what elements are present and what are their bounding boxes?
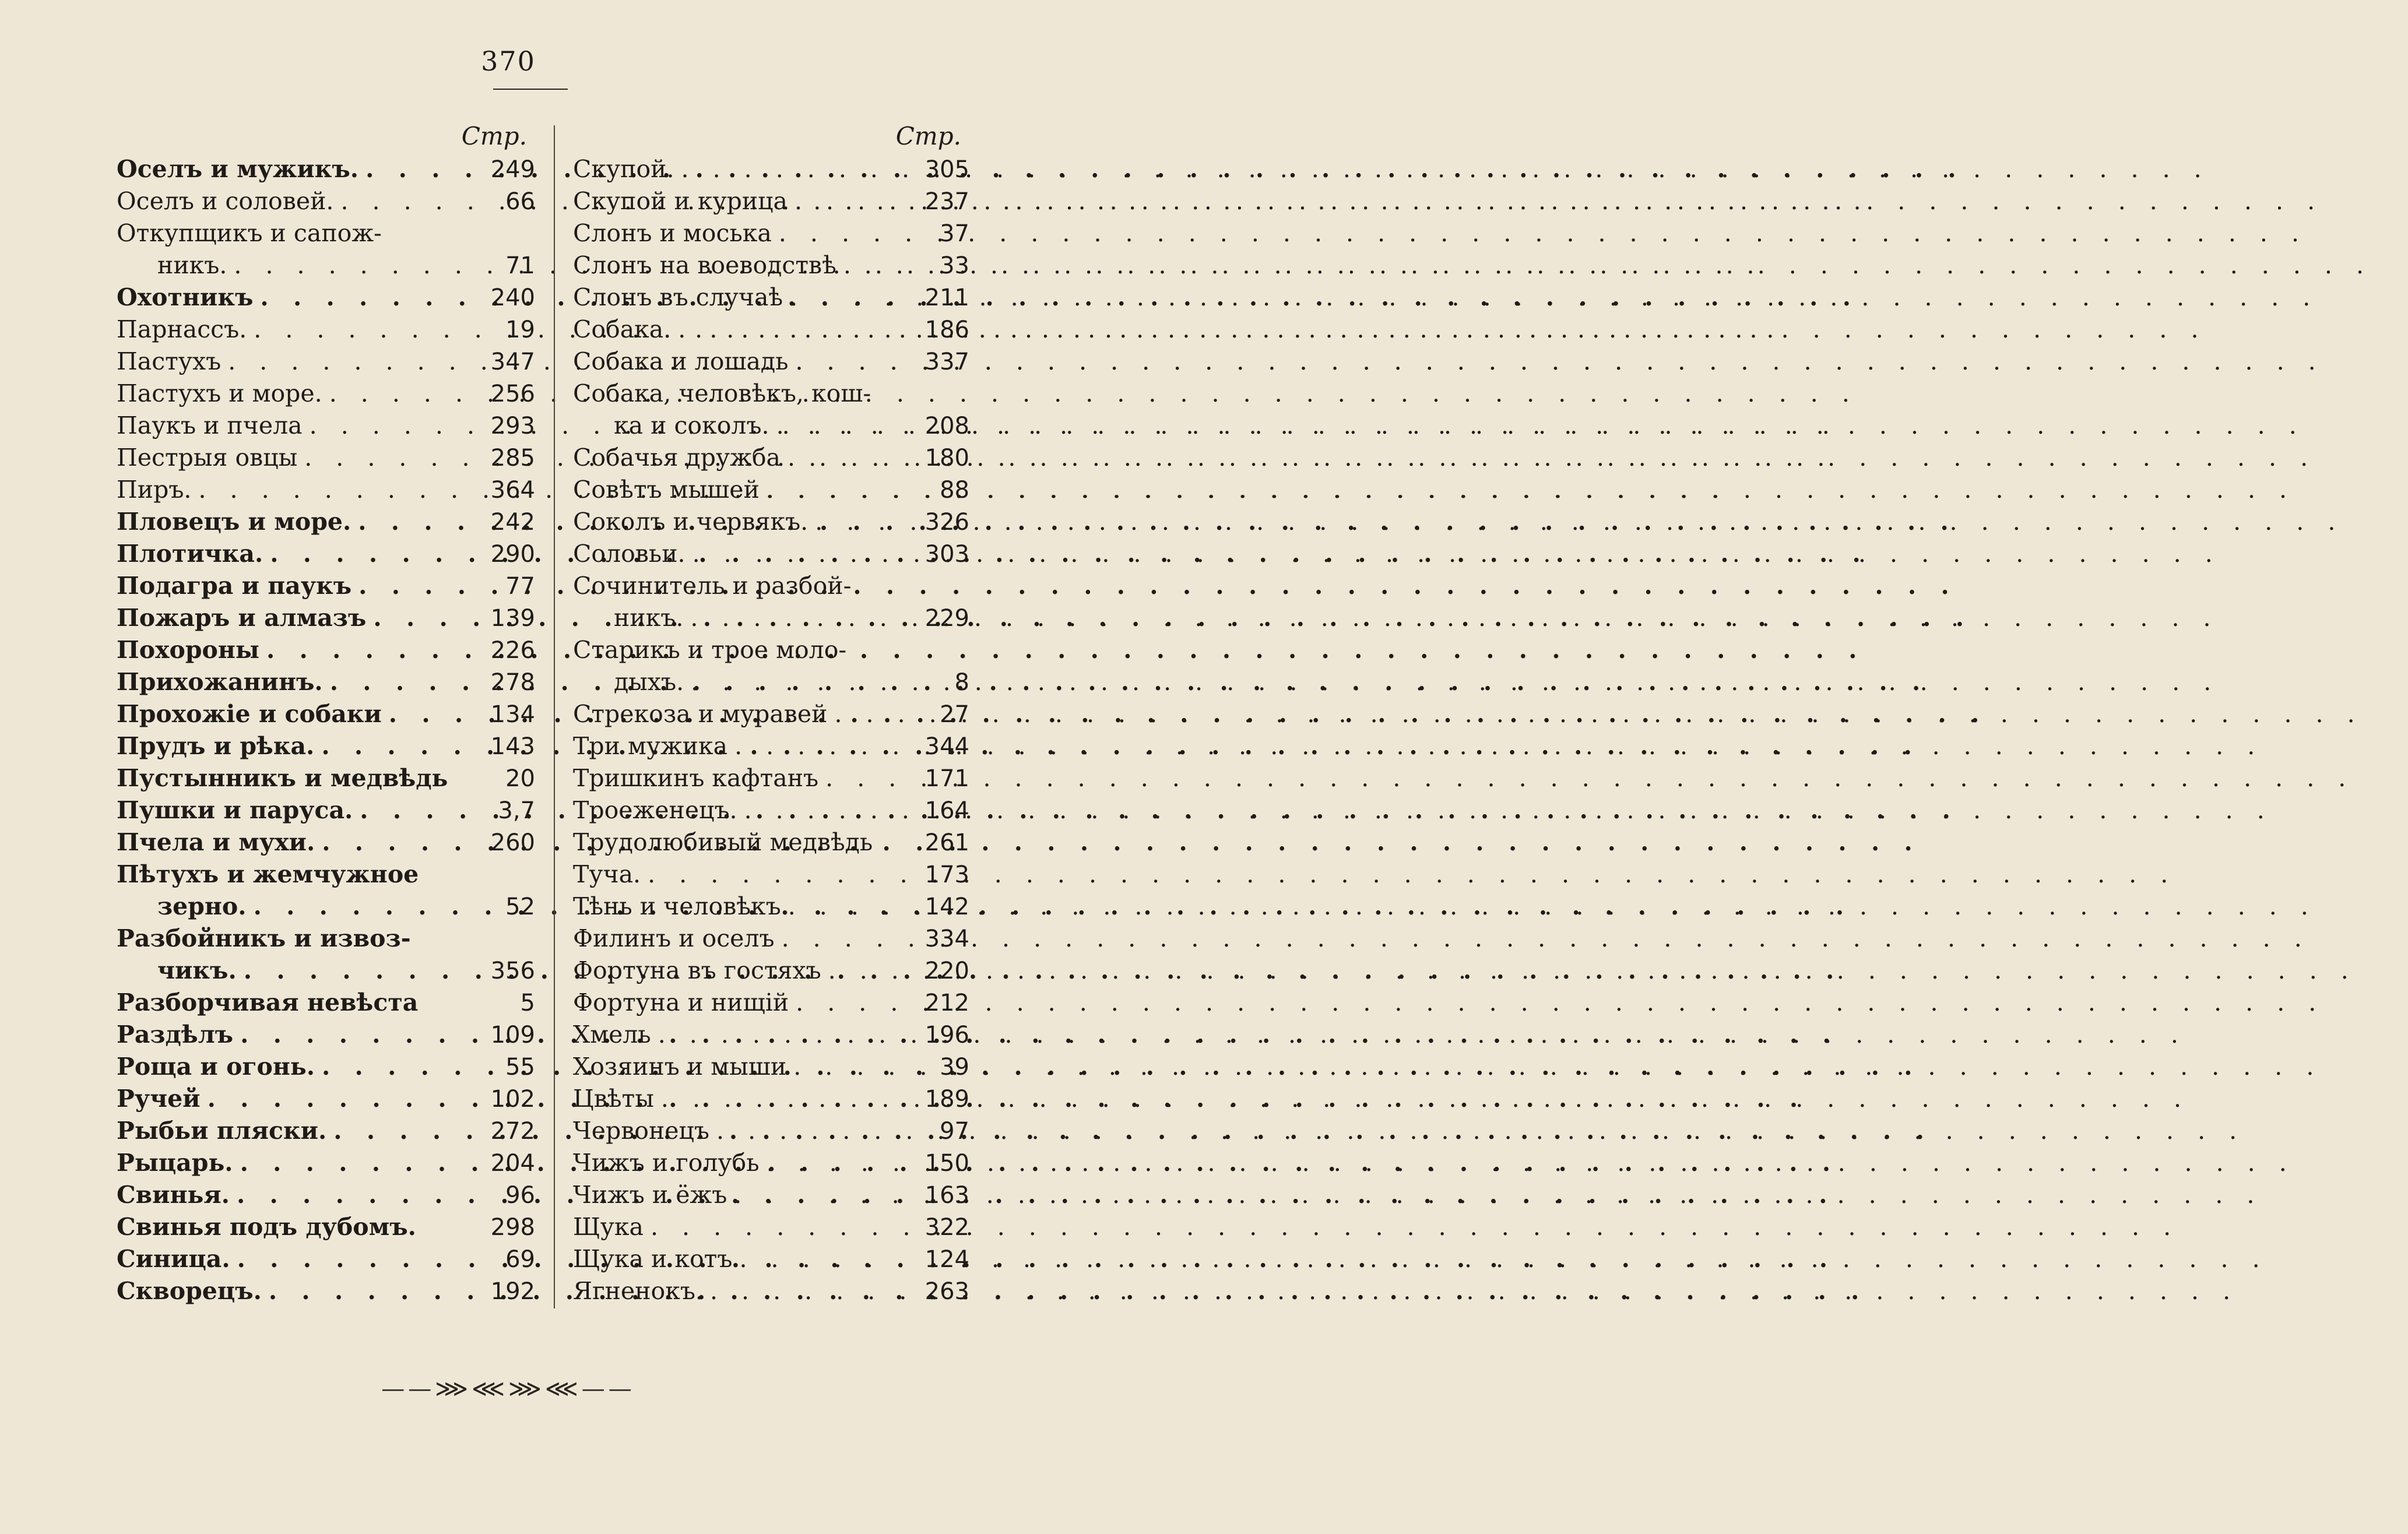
index-entry xyxy=(573,794,969,826)
entry-title: Филинъ и оселъ xyxy=(573,924,775,952)
entry-page-number: 27 xyxy=(940,701,969,728)
dot-leader xyxy=(690,602,898,634)
entry-page-number: 8 xyxy=(954,669,969,696)
dot-leader xyxy=(744,794,898,826)
dot-leader xyxy=(710,1275,898,1307)
left-entry-list xyxy=(117,153,535,1307)
index-entry xyxy=(117,1211,535,1243)
entry-page-number: 142 xyxy=(924,893,969,920)
dot-leader xyxy=(779,217,898,249)
dot-leader xyxy=(365,153,464,185)
entry-page-number: 77 xyxy=(505,573,535,600)
entry-title: никъ. xyxy=(157,251,227,279)
dot-leader xyxy=(692,538,898,570)
entry-page-number: 334 xyxy=(924,926,969,952)
index-entry xyxy=(573,923,969,955)
entry-title: Ягненокъ. xyxy=(573,1277,703,1305)
index-entry xyxy=(573,634,969,666)
index-entry xyxy=(573,249,969,282)
index-entry xyxy=(117,762,535,794)
entry-title: Щука xyxy=(573,1213,644,1241)
entry-title: Прудъ и рѣка. xyxy=(117,732,315,760)
entry-title: Синица. xyxy=(117,1245,230,1273)
index-entry xyxy=(117,217,535,249)
index-entry xyxy=(117,1147,535,1179)
entry-page-number: 212 xyxy=(924,990,969,1016)
entry-title: Слонъ на воеводствѣ xyxy=(573,251,836,279)
entry-title: Сочинитель и разбой- xyxy=(573,572,852,600)
dot-leader xyxy=(788,442,898,474)
index-entry xyxy=(117,185,535,217)
dot-leader xyxy=(716,1115,898,1147)
index-entry xyxy=(573,1211,969,1243)
index-entry xyxy=(573,826,969,859)
dot-leader xyxy=(658,1019,898,1051)
dot-leader xyxy=(270,538,464,570)
entry-page-number: 272 xyxy=(490,1118,535,1145)
index-entry xyxy=(573,955,969,987)
entry-title: Трудолюбивый медвѣдь xyxy=(573,828,873,856)
entry-page-number: 33 xyxy=(940,252,969,279)
dot-leader xyxy=(358,506,464,538)
dot-leader xyxy=(790,282,898,314)
entry-title: Совѣтъ мышей xyxy=(573,476,760,504)
entry-page-number: 229 xyxy=(924,605,969,632)
entry-title: Разбойникъ и извоз- xyxy=(117,924,411,952)
entry-page-number: 96 xyxy=(505,1182,535,1209)
entry-page-number: 220 xyxy=(924,958,969,984)
dot-leader xyxy=(208,1083,464,1115)
dot-leader xyxy=(815,506,898,538)
dot-leader xyxy=(389,698,464,730)
index-entry xyxy=(117,1115,535,1147)
left-column-header: Стр. xyxy=(461,122,527,150)
entry-page-number: 261 xyxy=(924,829,969,856)
index-entry xyxy=(117,859,535,891)
entry-title: Пушки и паруса. xyxy=(117,796,353,824)
right-column-header: Стр. xyxy=(895,122,961,150)
dot-leader xyxy=(651,1211,898,1243)
entry-title: Чижъ и голубь xyxy=(573,1149,760,1177)
dot-leader xyxy=(198,474,464,506)
entry-page-number: 303 xyxy=(924,541,969,568)
index-entry xyxy=(117,730,535,762)
entry-title: Щука и котъ xyxy=(573,1245,733,1273)
dot-leader xyxy=(796,987,898,1019)
index-entry xyxy=(573,891,969,923)
entry-title: Старикъ и трое моло- xyxy=(573,636,847,664)
index-entry xyxy=(117,153,535,185)
dot-leader xyxy=(330,666,464,698)
entry-page-number: 322 xyxy=(924,1214,969,1241)
dot-leader xyxy=(240,1019,464,1051)
index-entry xyxy=(117,538,535,570)
index-entry xyxy=(573,474,969,506)
entry-title: Фортуна и нищій xyxy=(573,988,789,1016)
dot-leader xyxy=(228,346,464,378)
entry-page-number: 240 xyxy=(490,284,535,311)
entry-title: Роща и огонь. xyxy=(117,1053,315,1081)
dot-leader xyxy=(254,891,464,923)
index-entry xyxy=(573,1179,969,1211)
dot-leader xyxy=(734,1179,898,1211)
entry-title: Скупой. xyxy=(573,155,674,183)
dot-leader xyxy=(661,1083,898,1115)
entry-title: Плотичка. xyxy=(117,540,263,568)
dot-leader xyxy=(237,1243,464,1275)
index-entry xyxy=(573,185,969,217)
index-entry xyxy=(573,666,969,698)
dot-leader xyxy=(266,634,464,666)
entry-title: Рыбьи пляски. xyxy=(117,1117,327,1145)
dot-leader xyxy=(373,602,464,634)
entry-title: Тѣнь и человѣкъ xyxy=(573,892,781,920)
dot-leader xyxy=(310,410,464,442)
entry-page-number: 39 xyxy=(940,1054,969,1081)
index-entry xyxy=(117,666,535,698)
index-entry xyxy=(573,1275,969,1307)
dot-leader xyxy=(329,378,464,410)
index-entry xyxy=(573,506,969,538)
index-entry xyxy=(573,1243,969,1275)
dot-leader xyxy=(681,153,899,185)
entry-page-number: 88 xyxy=(940,477,969,504)
column-divider xyxy=(554,125,555,1308)
entry-page-number: 196 xyxy=(924,1022,969,1049)
index-entry xyxy=(573,314,969,346)
entry-title: Слонъ въ случаѣ xyxy=(573,283,783,311)
entry-page-number: 55 xyxy=(505,1054,535,1081)
entry-title: Ручей xyxy=(117,1085,201,1113)
entry-title: Троеженецъ. xyxy=(573,796,737,824)
entry-title: Соколъ и червякъ. xyxy=(573,508,808,536)
entry-page-number: 344 xyxy=(924,733,969,760)
index-entry xyxy=(573,730,969,762)
dot-leader xyxy=(825,762,898,794)
entry-page-number: 189 xyxy=(924,1086,969,1113)
entry-title: ка и соколъ. xyxy=(614,411,769,439)
index-entry xyxy=(573,378,969,410)
dot-leader xyxy=(739,1243,898,1275)
dot-leader xyxy=(333,1115,464,1147)
index-entry xyxy=(573,1115,969,1147)
entry-page-number: 347 xyxy=(490,349,535,375)
index-entry xyxy=(117,314,535,346)
dot-leader xyxy=(678,314,898,346)
header-rule xyxy=(493,89,568,90)
entry-title: Раздѣлъ xyxy=(117,1021,234,1049)
entry-page-number: 164 xyxy=(924,797,969,824)
index-entry xyxy=(117,346,535,378)
entry-page-number: 19 xyxy=(505,316,535,343)
entry-title: Пустынникъ и медвѣдь xyxy=(117,764,448,792)
index-entry xyxy=(117,570,535,602)
entry-page-number: 66 xyxy=(505,188,535,215)
entry-page-number: 242 xyxy=(490,509,535,536)
dot-leader xyxy=(360,794,464,826)
dot-leader xyxy=(734,730,898,762)
index-entry xyxy=(573,859,969,891)
entry-page-number: 20 xyxy=(505,765,535,792)
entry-title: Разборчивая невѣста xyxy=(117,988,419,1016)
ornament-divider: ——⋙⋘⋙⋘—— xyxy=(381,1375,635,1402)
entry-page-number: 186 xyxy=(924,316,969,343)
entry-page-number: 97 xyxy=(940,1118,969,1145)
entry-title: Пловецъ и море. xyxy=(117,508,351,536)
entry-page-number: 337 xyxy=(924,349,969,375)
index-entry xyxy=(117,378,535,410)
entry-title: Слонъ и моська xyxy=(573,219,772,247)
index-entry xyxy=(573,1019,969,1051)
dot-leader xyxy=(788,891,898,923)
index-entry xyxy=(117,698,535,730)
entry-title: Собачья дружба xyxy=(573,444,781,472)
index-entry xyxy=(117,474,535,506)
entry-page-number: 124 xyxy=(924,1246,969,1273)
index-entry xyxy=(573,1051,969,1083)
index-entry xyxy=(117,1051,535,1083)
entry-page-number: 256 xyxy=(490,381,535,407)
entry-title: Собака. xyxy=(573,315,672,343)
entry-page-number: 237 xyxy=(924,188,969,215)
entry-page-number: 109 xyxy=(490,1022,535,1049)
dot-leader xyxy=(834,698,898,730)
dot-leader xyxy=(244,955,464,987)
dot-leader xyxy=(782,923,898,955)
dot-leader xyxy=(648,859,898,891)
entry-title: никъ. xyxy=(614,604,684,632)
entry-title: Скворецъ. xyxy=(117,1277,262,1305)
entry-title: Рыцарь. xyxy=(117,1149,233,1177)
entry-page-number: 150 xyxy=(924,1150,969,1177)
entry-page-number: 3,7 xyxy=(498,797,535,824)
entry-page-number: 192 xyxy=(490,1278,535,1305)
entry-title: Паукъ и пчела xyxy=(117,411,303,439)
dot-leader xyxy=(358,570,464,602)
entry-title: Похороны xyxy=(117,636,259,664)
entry-page-number: 143 xyxy=(490,733,535,760)
entry-page-number: 226 xyxy=(490,637,535,664)
entry-title: Пчела и мухи. xyxy=(117,828,315,856)
entry-title: Тришкинъ кафтанъ xyxy=(573,764,819,792)
dot-leader xyxy=(767,474,898,506)
entry-title: чикъ. xyxy=(157,956,237,984)
entry-page-number: 263 xyxy=(924,1278,969,1305)
entry-page-number: 278 xyxy=(490,669,535,696)
index-entry xyxy=(573,410,969,442)
entry-page-number: 204 xyxy=(490,1150,535,1177)
index-entry xyxy=(117,506,535,538)
index-entry xyxy=(573,1147,969,1179)
entry-title: Скупой и курица xyxy=(573,187,788,215)
index-entry xyxy=(117,634,535,666)
index-entry xyxy=(117,1083,535,1115)
index-entry xyxy=(117,282,535,314)
entry-title: Хозяинъ и мыши xyxy=(573,1053,787,1081)
dot-leader xyxy=(254,314,464,346)
index-entry xyxy=(117,794,535,826)
index-entry xyxy=(117,891,535,923)
right-entry-list xyxy=(573,153,969,1307)
entry-page-number: 293 xyxy=(490,413,535,439)
entry-page-number: 249 xyxy=(490,156,535,183)
dot-leader xyxy=(691,666,898,698)
index-entry xyxy=(117,442,535,474)
entry-title: Соловьи. xyxy=(573,540,686,568)
dot-leader xyxy=(767,1147,898,1179)
entry-title: Три мужика xyxy=(573,732,728,760)
index-entry xyxy=(573,1083,969,1115)
index-entry xyxy=(573,987,969,1019)
index-entry xyxy=(117,602,535,634)
entry-page-number: 139 xyxy=(490,605,535,632)
entry-page-number: 285 xyxy=(490,445,535,472)
dot-leader xyxy=(240,1147,464,1179)
entry-page-number: 260 xyxy=(490,829,535,856)
entry-page-number: 134 xyxy=(490,701,535,728)
right-index-column xyxy=(573,119,969,1307)
index-entry xyxy=(117,249,535,282)
index-entry xyxy=(573,153,969,185)
index-entry xyxy=(573,602,969,634)
entry-page-number: 171 xyxy=(924,765,969,792)
index-entry xyxy=(117,923,535,955)
dot-leader xyxy=(304,442,464,474)
entry-page-number: 326 xyxy=(924,509,969,536)
entry-page-number: 69 xyxy=(505,1246,535,1273)
entry-title: дыхъ. xyxy=(614,668,684,696)
book-page xyxy=(0,0,1017,1534)
dot-leader xyxy=(322,826,464,859)
index-entry xyxy=(573,442,969,474)
entry-title: Стрекоза и муравей xyxy=(573,700,828,728)
entry-title: Пестрыя овцы xyxy=(117,444,298,472)
entry-title: Пиръ. xyxy=(117,476,192,504)
entry-title: Охотникъ xyxy=(117,283,254,311)
index-entry xyxy=(117,826,535,859)
index-entry xyxy=(117,1179,535,1211)
entry-page-number: 163 xyxy=(924,1182,969,1209)
entry-page-number: 211 xyxy=(924,284,969,311)
entry-title: Червонецъ xyxy=(573,1117,710,1145)
dot-leader xyxy=(237,1179,464,1211)
entry-page-number: 5 xyxy=(520,990,535,1016)
index-entry xyxy=(117,955,535,987)
dot-leader xyxy=(793,1051,898,1083)
entry-title: Туча. xyxy=(573,860,641,888)
entry-page-number: 102 xyxy=(490,1086,535,1113)
index-entry xyxy=(117,987,535,1019)
entry-title: Хмель xyxy=(573,1021,651,1049)
index-entry xyxy=(573,762,969,794)
entry-title: Парнассъ. xyxy=(117,315,247,343)
left-index-column xyxy=(117,119,535,1307)
index-entry xyxy=(573,346,969,378)
index-entry xyxy=(573,570,969,602)
entry-page-number: 298 xyxy=(490,1214,535,1241)
page-number: 370 xyxy=(481,45,536,77)
entry-page-number: 37 xyxy=(940,220,969,247)
dot-leader xyxy=(795,185,898,217)
entry-title: Оселъ и мужикъ. xyxy=(117,155,359,183)
entry-page-number: 208 xyxy=(924,413,969,439)
dot-leader xyxy=(843,249,898,282)
entry-title: зерно. xyxy=(157,892,247,920)
index-entry xyxy=(117,1243,535,1275)
entry-title: Пастухъ и море. xyxy=(117,379,322,407)
dot-leader xyxy=(322,1051,464,1083)
index-entry xyxy=(117,410,535,442)
dot-leader xyxy=(234,249,464,282)
entry-title: Прихожанинъ. xyxy=(117,668,323,696)
dot-leader xyxy=(340,185,464,217)
entry-title: Пастухъ xyxy=(117,347,222,375)
index-entry xyxy=(117,1275,535,1307)
index-entry xyxy=(573,538,969,570)
entry-page-number: 364 xyxy=(490,477,535,504)
dot-leader xyxy=(321,730,464,762)
index-entry xyxy=(573,282,969,314)
entry-page-number: 356 xyxy=(490,958,535,984)
index-entry xyxy=(573,217,969,249)
entry-page-number: 173 xyxy=(924,861,969,888)
entry-title: Свинья подъ дубомъ. xyxy=(117,1213,416,1241)
dot-leader xyxy=(776,410,898,442)
dot-leader xyxy=(828,955,898,987)
entry-page-number: 71 xyxy=(505,252,535,279)
entry-title: Цвѣты xyxy=(573,1085,654,1113)
entry-title: Свинья. xyxy=(117,1181,230,1209)
index-entry xyxy=(117,1019,535,1051)
entry-title: Подагра и паукъ xyxy=(117,572,352,600)
dot-leader xyxy=(260,282,464,314)
entry-page-number: 52 xyxy=(505,893,535,920)
dot-leader xyxy=(796,346,898,378)
dot-leader xyxy=(269,1275,464,1307)
entry-page-number: 305 xyxy=(924,156,969,183)
entry-page-number: 290 xyxy=(490,541,535,568)
entry-title: Прохожіе и собаки xyxy=(117,700,382,728)
entry-title: Оселъ и соловей. xyxy=(117,187,334,215)
entry-title: Пѣтухъ и жемчужное xyxy=(117,860,419,888)
entry-title: Откупщикъ и сапож- xyxy=(117,219,382,247)
index-entry xyxy=(573,698,969,730)
entry-title: Пожаръ и алмазъ xyxy=(117,604,367,632)
entry-title: Фортуна въ гостяхъ xyxy=(573,956,821,984)
entry-title: Чижъ и ёжъ xyxy=(573,1181,727,1209)
entry-page-number: 180 xyxy=(924,445,969,472)
entry-title: Собака, человѣкъ, кош- xyxy=(573,379,871,407)
entry-title: Собака и лошадь xyxy=(573,347,789,375)
